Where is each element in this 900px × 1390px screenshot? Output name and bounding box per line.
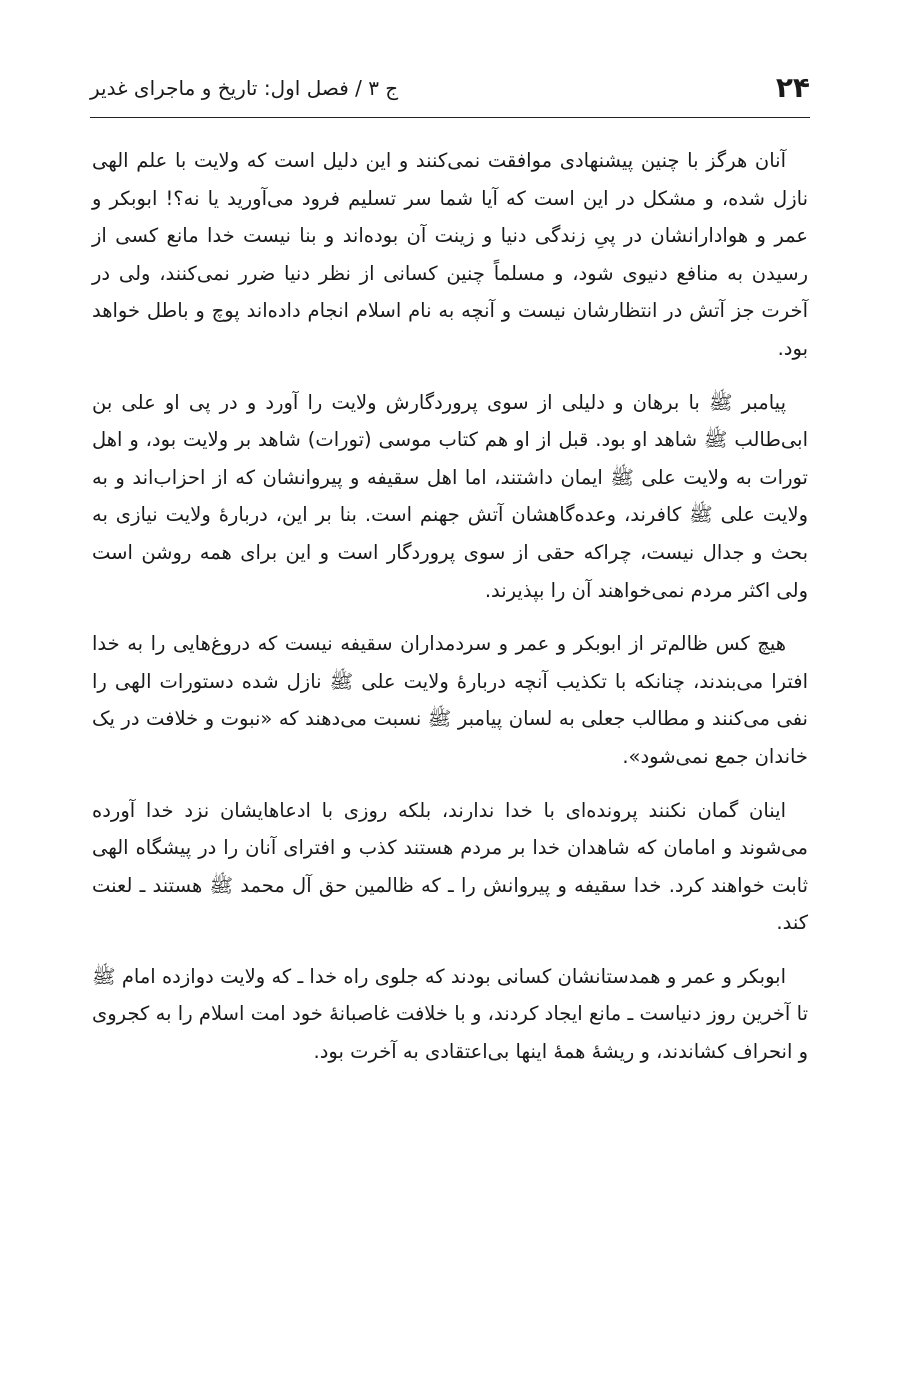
running-head: ج ۳ / فصل اول: تاریخ و ماجرای غدیر — [90, 76, 399, 100]
paragraph: اینان گمان نکنند پرونده‌ای با خدا ندارند، بلکه روزی با ادعاهایشان نزد خدا آورده می‌شوند و امامان که شاهدان خدا بر مردم هستند کذب و افترای آنان را در پیشگاه الهی ثابت خواهند کرد. خدا سقیفه و پیروانش را ـ که ظالمین حق آل محمد ﷺ هستند ـ لعنت کند. — [92, 798, 808, 935]
paragraph: پیامبر ﷺ با برهان و دلیلی از سوی پروردگارش ولایت را آورد و در پی او علی بن ابی‌طالب ﷺ شاهد او بود. قبل از او هم کتاب موسی (تورات) شاهد بر ولایت بود، و اهل تورات به ولایت علی ﷺ ایمان داشتند، اما اهل سقیفه و پیروانشان که از احزاب‌اند و به ولایت علی ﷺ کافرند، وعده‌گاهشان آتش جهنم است. بنا بر این، دربارهٔ ولایت نیازی به بحث و جدال نیست، چراکه حقی از سوی پروردگار است و این برای همه روشن است ولی اکثر مردم نمی‌خواهند آن را بپذیرند. — [92, 390, 808, 602]
page-number: ۲۴ — [775, 71, 810, 104]
paragraph: آنان هرگز با چنین پیشنهادی موافقت نمی‌کنند و این دلیل است که ولایت با علم الهی نازل شده، و مشکل در این است که آیا شما سر تسلیم فرود می‌آورید یا نه؟! ابوبکر و عمر و هوادارانشان در پیِ زندگی دنیا و زینت آن بوده‌اند و بنا نیست خدا مانع کسی از رسیدن به منافع دنیوی شود، و مسلماً چنین کسانی از نظر دنیا ضرر نمی‌کنند، ولی در آخرت جز آتش در انتظارشان نیست و آنچه به نام اسلام انجام داده‌اند پوچ و باطل خواهد بود. — [92, 149, 808, 360]
header-divider — [90, 117, 810, 118]
paragraph: هیچ کس ظالم‌تر از ابوبکر و عمر و سردمداران سقیفه نیست که دروغ‌هایی را به خدا افترا می‌بندند، چنانکه با تکذیب آنچه دربارهٔ ولایت علی ﷺ نازل شده دستورات الهی را نفی می‌کنند و مطالب جعلی به لسان پیامبر ﷺ نسبت می‌دهند که «نبوت و خلافت در یک خاندان جمع نمی‌شود». — [92, 632, 808, 768]
body-text — [92, 142, 808, 1087]
paragraph: ابوبکر و عمر و همدستانشان کسانی بودند که جلوی راه خدا ـ که ولایت دوازده امام ﷺ تا آخرین روز دنیاست ـ مانع ایجاد کردند، و با خلافت غاصبانهٔ خود امت اسلام را به کجروی و انحراف کشاندند، و ریشهٔ همهٔ اینها بی‌اعتقادی به آخرت بود. — [92, 964, 808, 1064]
page-header — [90, 62, 810, 114]
